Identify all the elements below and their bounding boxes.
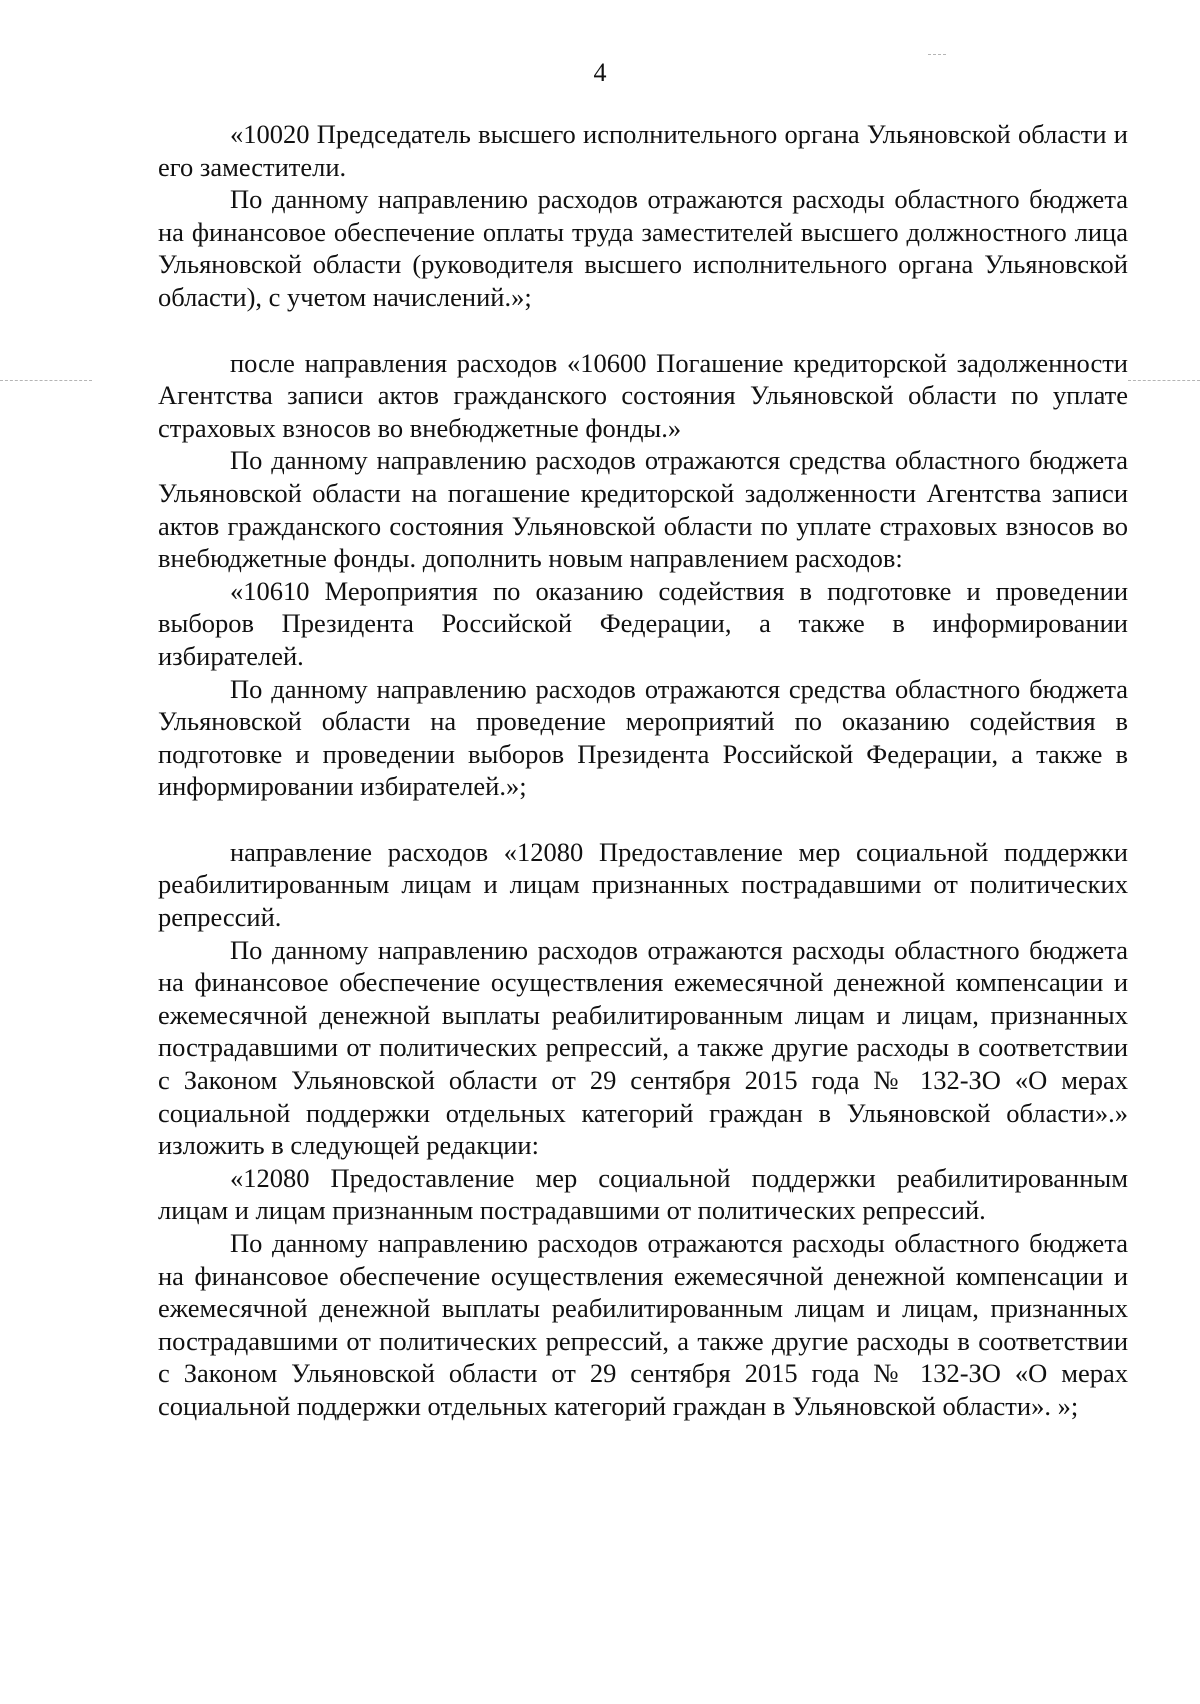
paragraph-10020-heading: «10020 Председатель высшего исполнительного органа Ульяновской области и его заместители. (158, 119, 1128, 182)
paragraph-10600-description: По данному направлению расходов отражаются средства областного бюджета Ульяновской области на погашение кредиторской задолженности Агентства записи актов гражданского состояния Ульяновской области по уплате страховых взносов во внебюджетные фонды. дополнить новым направлением расходов: (158, 445, 1128, 574)
paragraph-10610-heading: «10610 Мероприятия по оказанию содействия в подготовке и проведении выборов Президента Российской Федерации, а также в информировании избирателей. (158, 575, 1128, 671)
paragraph-10600-heading: после направления расходов «10600 Погашение кредиторской задолженности Агентства записи актов гражданского состояния Ульяновской области по уплате страховых взносов во внебюджетные фонды.» (158, 347, 1128, 443)
paragraph-12080-description-new: По данному направлению расходов отражаются расходы областного бюджета на финансовое обеспечение осуществления ежемесячной денежной компенсации и ежемесячной денежной выплаты реабилитированным лицам и лицам, признанных пострадавшими от политических репрессий, а также другие расходы в соответствии с Законом Ульяновской области от 29 сентября 2015 года № 132-ЗО «О мерах социальной поддержки отдельных категорий граждан в Ульяновской области». »; (158, 1228, 1128, 1421)
paragraph-10020-description: По данному направлению расходов отражаются расходы областного бюджета на финансовое обеспечение оплаты труда заместителей высшего должностного лица Ульяновской области (руководителя высшего исполнительного органа Ульяновской области), с учетом начислений.»; (158, 184, 1128, 312)
paragraph-12080-description-old: По данному направлению расходов отражаются расходы областного бюджета на финансовое обеспечение осуществления ежемесячной денежной компенсации и ежемесячной денежной выплаты реабилитированным лицам и лицам, признанных пострадавшими от политических репрессий, а также другие расходы в соответствии с Законом Ульяновской области от 29 сентября 2015 года № 132-ЗО «О мерах социальной поддержки отдельных категорий граждан в Ульяновской области».» изложить в следующей редакции: (158, 934, 1128, 1161)
scan-artifact-line-right (1128, 380, 1200, 381)
scan-artifact-line-top (928, 54, 946, 55)
page-number: 4 (593, 58, 607, 87)
paragraph-12080-heading-old: направление расходов «12080 Предоставление мер социальной поддержки реабилитированным лицам и лицам признанных пострадавшими от политических репрессий. (158, 836, 1128, 933)
paragraph-12080-heading-new: «12080 Предоставление мер социальной поддержки реабилитированным лицам и лицам признанным пострадавшими от политических репрессий. (158, 1162, 1128, 1226)
scan-artifact-line-left (0, 380, 92, 381)
paragraph-10610-description: По данному направлению расходов отражаются средства областного бюджета Ульяновской области на проведение мероприятий по оказанию содействия в подготовке и проведении выборов Президента Российской Федерации, а также в информировании избирателей.»; (158, 673, 1128, 802)
document-body (158, 118, 1128, 1423)
